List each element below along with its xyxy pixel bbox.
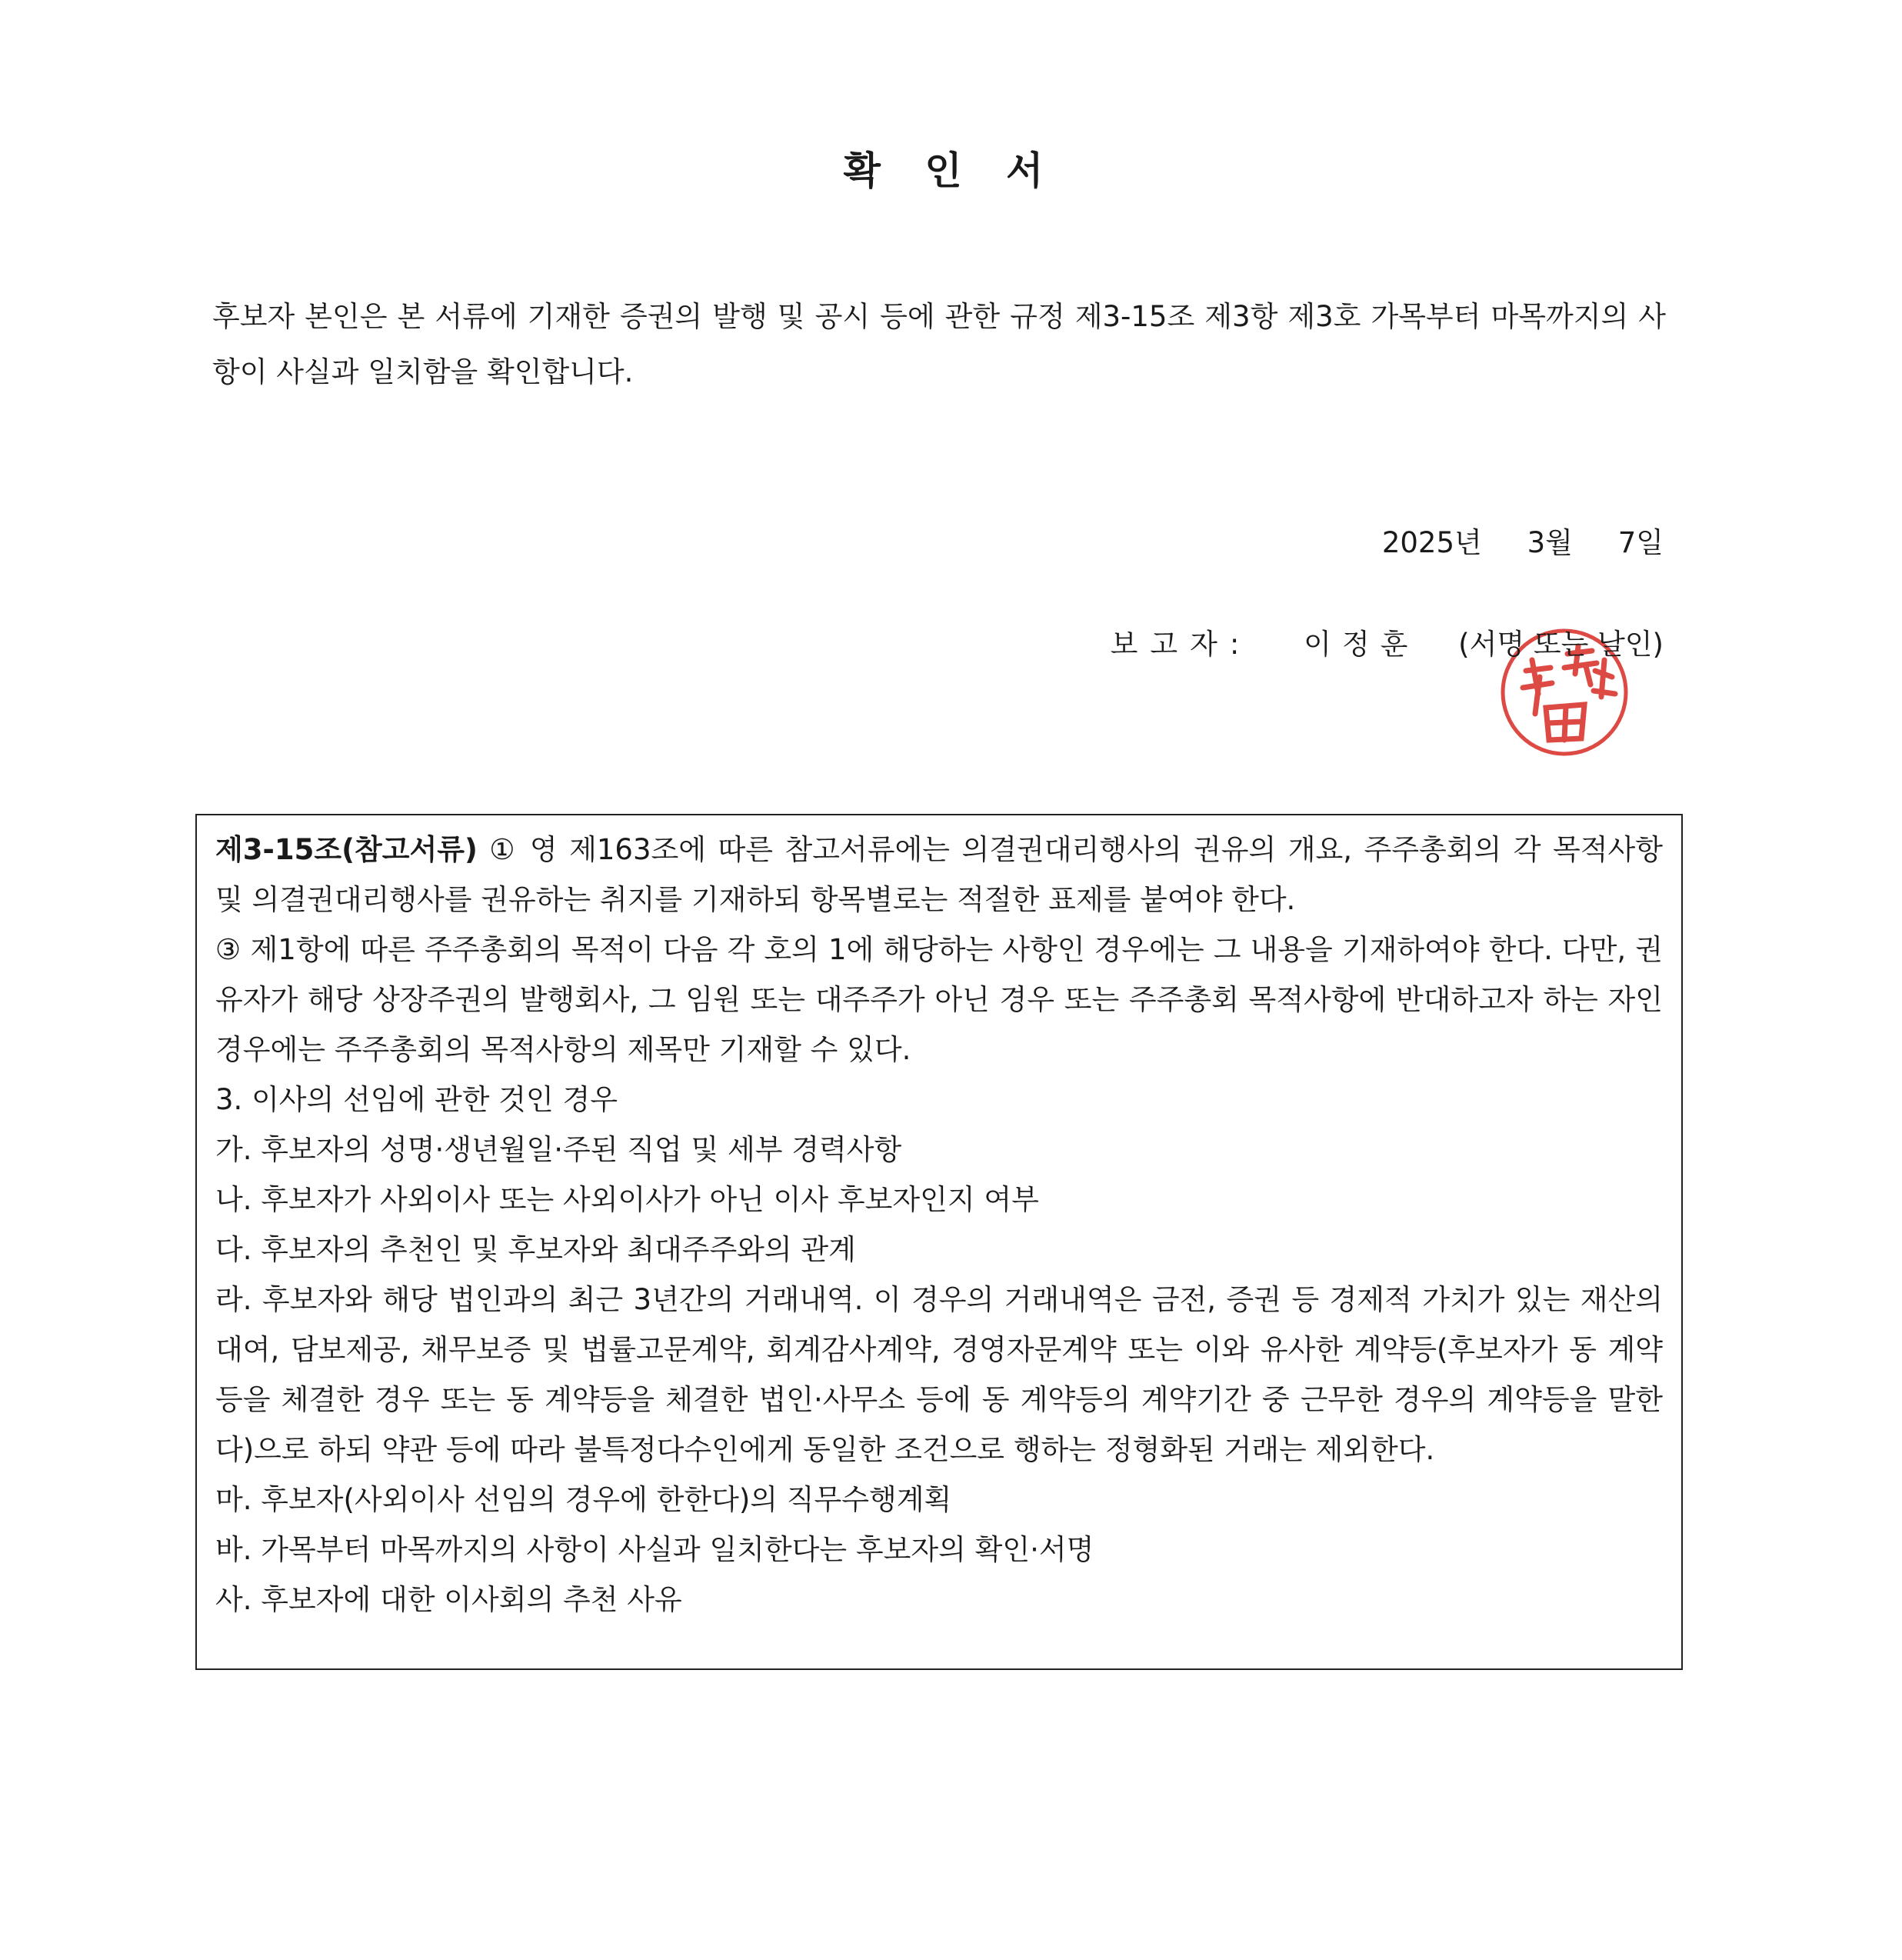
date-month: 3월 bbox=[1527, 526, 1573, 559]
signer-name: 이정훈 bbox=[1304, 628, 1419, 661]
subitem-da: 다. 후보자의 추천인 및 후보자와 최대주주와의 관계 bbox=[215, 1233, 856, 1266]
reference-regulation-box bbox=[195, 814, 1683, 1670]
sign-note: (서명 또는 날인) bbox=[1458, 628, 1664, 661]
confirmation-statement: 후보자 본인은 본 서류에 기재한 증권의 발행 및 공시 등에 관한 규정 제3-15조 제3항 제3호 가목부터 마목까지의 사항이 사실과 일치함을 확인합니다. bbox=[212, 300, 1666, 388]
reference-item-3: 3. 이사의 선임에 관한 것인 경우 bbox=[215, 1083, 618, 1116]
document-title: 확 인 서 bbox=[843, 148, 1059, 193]
paragraph-1-text: ① 영 제163조에 따른 참고서류에는 의결권대리행사의 권유의 개요, 주주총회의 각 목적사항 및 의결권대리행사를 권유하는 취지를 기재하되 항목별로는 적절한 표제를 붙여야 한다. bbox=[215, 833, 1663, 916]
subitem-ra: 라. 후보자와 해당 법인과의 최근 3년간의 거래내역. 이 경우의 거래내역은 금전, 증권 등 경제적 가치가 있는 재산의 대여, 담보제공, 채무보증 및 법률고문계약, 회계감사계약, 경영자문계약 또는 이와 유사한 계약등(후보자가 동 계약등을 체결한 경우 또는 동 계약등을 체결한 법인·사무소 등에 동 계약등의 계약기간 중 근무한 경우의 계약등을 말한다)으로 하되 약관 등에 따라 불특정다수인에게 동일한 조건으로 행하는 정형화된 거래는 제외한다. bbox=[215, 1283, 1663, 1466]
subitem-sa: 사. 후보자에 대한 이사회의 추천 사유 bbox=[215, 1583, 682, 1616]
reference-paragraph-1 bbox=[215, 825, 1663, 925]
date-year: 2025년 bbox=[1381, 526, 1482, 559]
subitem-ba: 바. 가목부터 마목까지의 사항이 사실과 일치한다는 후보자의 확인·서명 bbox=[215, 1533, 1094, 1566]
subitem-ma: 마. 후보자(사외이사 선임의 경우에 한한다)의 직무수행계획 bbox=[215, 1483, 952, 1516]
subitem-ga: 가. 후보자의 성명·생년월일·주된 직업 및 세부 경력사항 bbox=[215, 1133, 902, 1166]
document-date bbox=[1382, 517, 1664, 569]
signer-label: 보고자: bbox=[1110, 628, 1252, 661]
subitem-na: 나. 후보자가 사외이사 또는 사외이사가 아닌 이사 후보자인지 여부 bbox=[215, 1183, 1039, 1216]
signer-line bbox=[1111, 618, 1664, 671]
reference-heading: 제3-15조(참고서류) bbox=[215, 833, 478, 866]
date-day: 7일 bbox=[1617, 526, 1664, 559]
reference-paragraph-3: ③ 제1항에 따른 주주총회의 목적이 다음 각 호의 1에 해당하는 사항인 경우에는 그 내용을 기재하여야 한다. 다만, 권유자가 해당 상장주권의 발행회사, 그 임원 또는 대주주가 아닌 경우 또는 주주총회 목적사항에 반대하고자 하는 자인 경우에는 주주총회의 목적사항의 제목만 기재할 수 있다. bbox=[215, 933, 1663, 1066]
